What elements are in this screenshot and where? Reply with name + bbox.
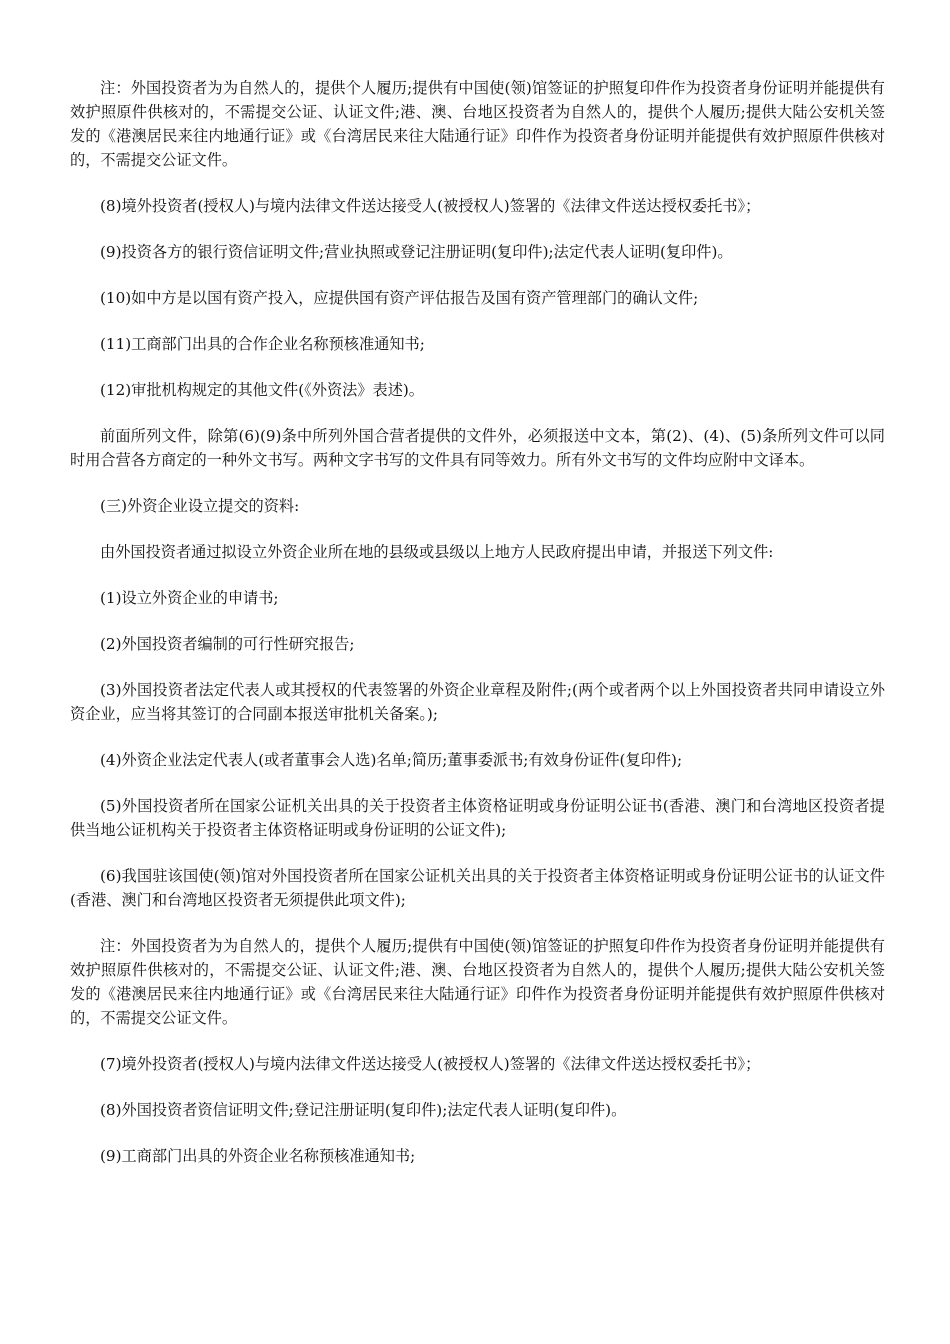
note-paragraph-2: 注：外国投资者为为自然人的，提供个人履历;提供有中国使(领)馆签证的护照复印件作为投资者身份证明并能提供有效护照原件供核对的，不需提交公证、认证文件;港、澳、台地区投资者为自然人的，提供个人履历;提供大陆公安机关签发的《港澳居民来往内地通行证》或《台湾居民来往大陆通行证》印件作为投资者身份证明并能提供有效护照原件供核对的，不需提交公证文件。: [70, 937, 885, 1027]
item-9-bank-credit: (9)投资各方的银行资信证明文件;营业执照或登记注册证明(复印件);法定代表人证明(复印件)。: [100, 243, 733, 261]
item-2-feasibility-report: (2)外国投资者编制的可行性研究报告;: [100, 635, 355, 653]
item-8-credit-proof: (8)外国投资者资信证明文件;登记注册证明(复印件);法定代表人证明(复印件)。: [100, 1101, 627, 1119]
note-paragraph: 注：外国投资者为为自然人的，提供个人履历;提供有中国使(领)馆签证的护照复印件作为投资者身份证明并能提供有效护照原件供核对的，不需提交公证、认证文件;港、澳、台地区投资者为自然人的，提供个人履历;提供大陆公安机关签发的《港澳居民来往内地通行证》或《台湾居民来往大陆通行证》印件作为投资者身份证明并能提供有效护照原件供核对的，不需提交公证文件。: [70, 79, 885, 169]
item-4-legal-representative: (4)外资企业法定代表人(或者董事会人选)名单;简历;董事委派书;有效身份证件(复印件);: [100, 751, 683, 769]
item-1-application: (1)设立外资企业的申请书;: [100, 589, 279, 607]
item-3-articles-of-association: (3)外国投资者法定代表人或其授权的代表签署的外资企业章程及附件;(两个或者两个以上外国投资者共同申请设立外资企业，应当将其签订的合同副本报送审批机关备案。);: [70, 681, 885, 723]
item-7-authorization: (7)境外投资者(授权人)与境内法律文件送达接受人(被授权人)签署的《法律文件送达授权委托书》；: [100, 1055, 761, 1073]
item-10-state-assets: (10)如中方是以国有资产投入，应提供国有资产评估报告及国有资产管理部门的确认文件;: [100, 289, 699, 307]
item-12-other-documents: (12)审批机构规定的其他文件(《外资法》表述)。: [100, 381, 424, 399]
section-3-heading: (三)外资企业设立提交的资料:: [100, 497, 300, 515]
language-requirements-paragraph: 前面所列文件，除第(6)(9)条中所列外国合营者提供的文件外，必须报送中文本，第(2)、(4)、(5)条所列文件可以同时用合营各方商定的一种外文书写。两种文字书写的文件具有同等效力。所有外文书写的文件均应附中文译本。: [70, 427, 885, 469]
item-6-certification: (6)我国驻该国使(领)馆对外国投资者所在国家公证机关出具的关于投资者主体资格证明或身份证明公证书的认证文件(香港、澳门和台湾地区投资者无须提供此项文件);: [70, 867, 885, 909]
item-11-name-approval: (11)工商部门出具的合作企业名称预核准通知书;: [100, 335, 425, 353]
item-8-authorization: (8)境外投资者(授权人)与境内法律文件送达接受人(被授权人)签署的《法律文件送达授权委托书》；: [100, 197, 761, 215]
document-body: [70, 76, 885, 1190]
item-5-notarization: (5)外国投资者所在国家公证机关出具的关于投资者主体资格证明或身份证明公证书(香港、澳门和台湾地区投资者提供当地公证机构关于投资者主体资格证明或身份证明的公证文件);: [70, 797, 885, 839]
section-3-intro: 由外国投资者通过拟设立外资企业所在地的县级或县级以上地方人民政府提出申请，并报送下列文件:: [100, 543, 774, 561]
item-9-name-approval: (9)工商部门出具的外资企业名称预核准通知书;: [100, 1147, 416, 1165]
